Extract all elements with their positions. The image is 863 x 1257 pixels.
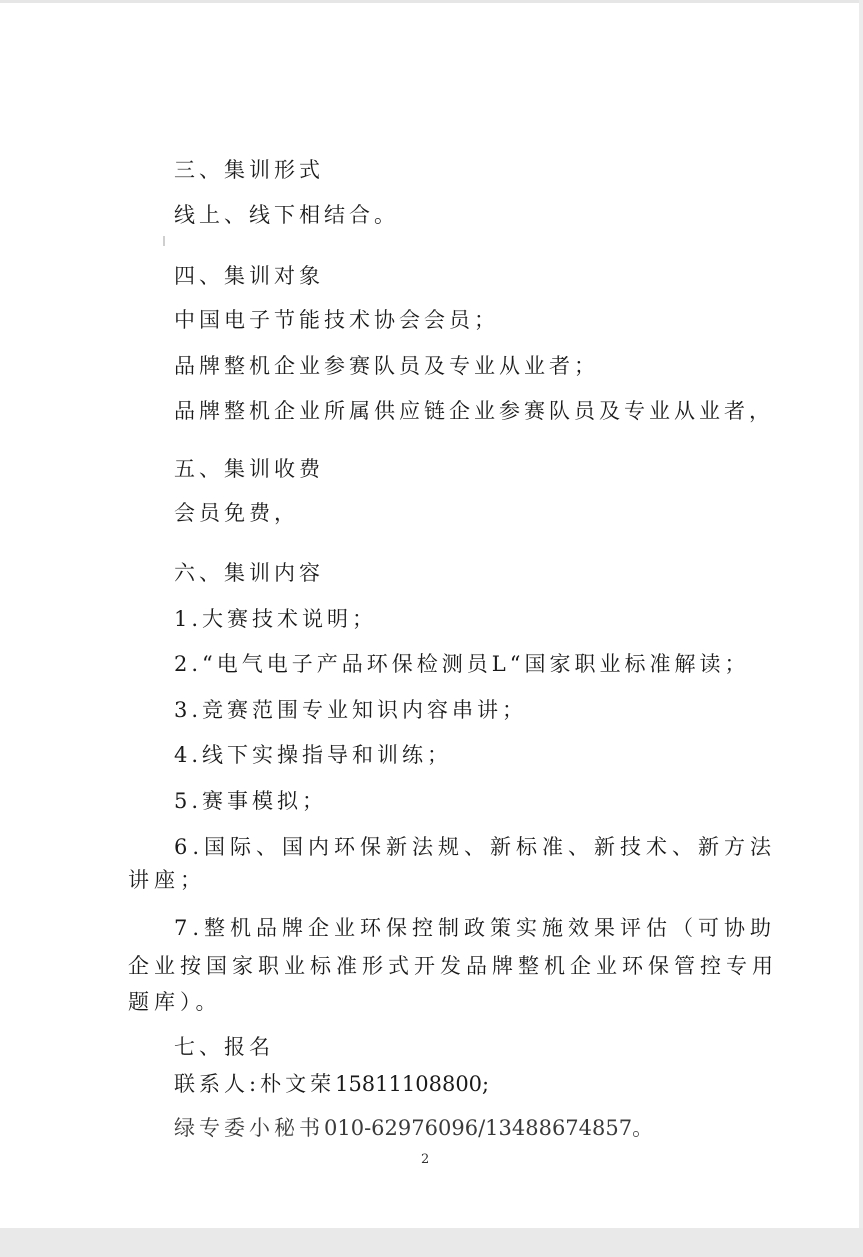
section-body-form: 线上、线下相结合。 xyxy=(174,203,399,227)
section-heading-signup: 七、报名 xyxy=(174,1035,274,1059)
content-item-3: 3.竞赛范围专业知识内容串讲； xyxy=(174,698,528,722)
content-item-2: 2.“电气电子产品环保检测员L“国家职业标准解读； xyxy=(174,652,750,676)
target-item-1: 中国电子节能技术协会会员； xyxy=(174,308,499,332)
section-body-fee: 会员免费， xyxy=(174,501,299,525)
target-item-3: 品牌整机企业所属供应链企业参赛队员及专业从业者， xyxy=(174,399,774,423)
page-right-edge xyxy=(859,0,863,1228)
contact-name: 朴文荣 xyxy=(260,1072,336,1096)
secretary-phones: 010-62976096/13488674857 xyxy=(324,1116,633,1140)
secretary-label: 绿专委小秘书 xyxy=(174,1116,324,1140)
contact-phone: 15811108800; xyxy=(335,1072,490,1096)
secretary-line xyxy=(174,1114,657,1142)
content-item-6-line-1: 6.国际、国内环保新法规、新标准、新技术、新方法 xyxy=(174,835,777,859)
content-item-7-line-3: 题库）。 xyxy=(128,990,222,1014)
page-top-edge xyxy=(0,0,863,3)
scan-mark xyxy=(163,236,165,246)
target-item-2: 品牌整机企业参赛队员及专业从业者； xyxy=(174,354,599,378)
page-number: 2 xyxy=(421,1152,430,1167)
content-item-7-line-1: 7.整机品牌企业环保控制政策实施效果评估（可协助 xyxy=(174,916,777,940)
content-item-6-line-2: 讲座； xyxy=(128,868,206,892)
content-item-7-line-2: 企业按国家职业标准形式开发品牌整机企业环保管控专用 xyxy=(128,954,778,978)
content-item-5: 5.赛事模拟； xyxy=(174,789,328,813)
section-heading-content: 六、集训内容 xyxy=(174,561,324,585)
section-heading-form: 三、集训形式 xyxy=(174,158,324,182)
section-heading-fee: 五、集训收费 xyxy=(174,457,324,481)
content-item-1: 1.大赛技术说明； xyxy=(174,607,378,631)
contact-line xyxy=(174,1070,489,1098)
section-heading-target: 四、集训对象 xyxy=(174,264,324,288)
content-item-4: 4.线下实操指导和训练； xyxy=(174,743,453,767)
contact-label: 联系人: xyxy=(174,1072,261,1096)
secretary-end: 。 xyxy=(632,1116,658,1140)
